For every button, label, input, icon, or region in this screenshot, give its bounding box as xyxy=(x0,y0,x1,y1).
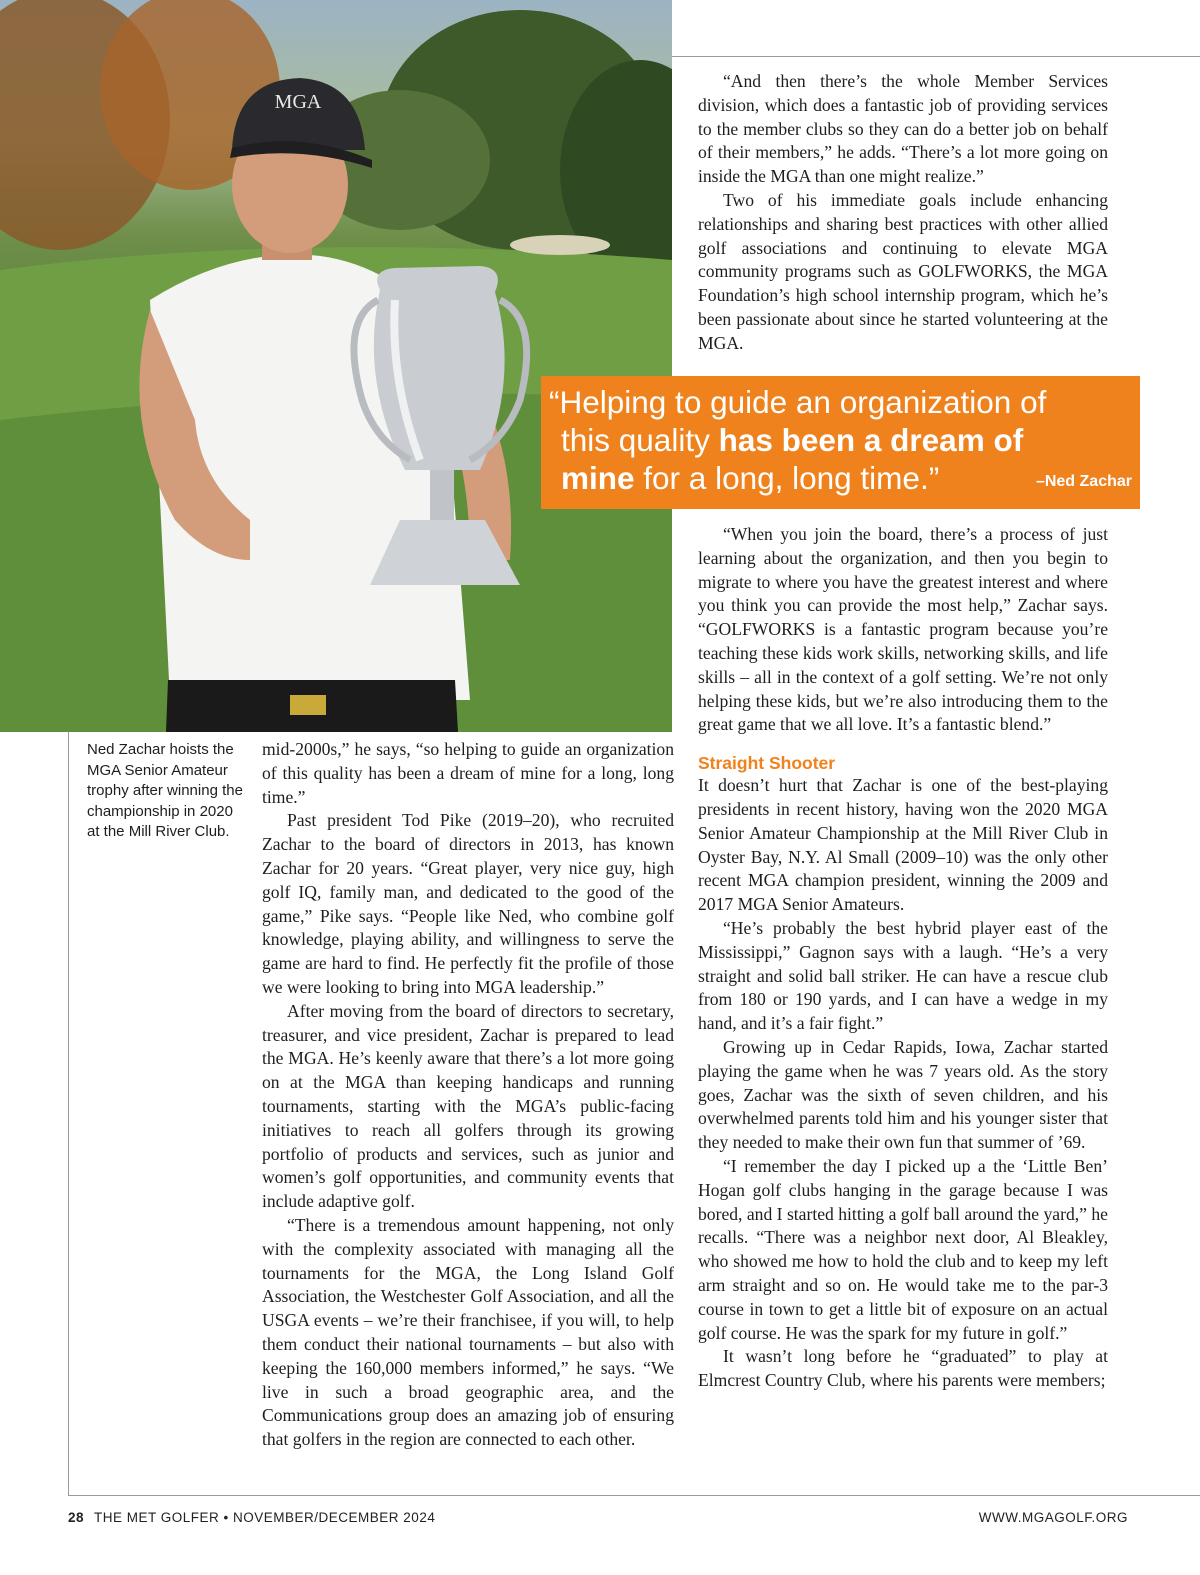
bottom-divider xyxy=(68,1495,1200,1496)
paragraph: “He’s probably the best hybrid player east of the Mississippi,” Gagnon says with a laugh. “He’s a very straight and solid ball striker. He can have a rescue club from 180 or 190 yards, and I can have a wedge in my hand, and it’s a fair fight.” xyxy=(698,917,1108,1034)
pull-quote-emphasis: has been a dream of xyxy=(718,422,1024,458)
paragraph: Two of his immediate goals include enhancing relationships and sharing best practices with other allied golf associations and continuing to elevate MGA community programs such as GOLFWORKS, the MGA Foundation’s high school internship program, which he’s been passionate about since he started volunteering at the MGA. xyxy=(698,189,1108,353)
paragraph: Past president Tod Pike (2019–20), who recruited Zachar to the board of directors in 2013, has known Zachar for 20 years. “Great player, very nice guy, high golf IQ, family man, and dedicated to the good of the game,” Pike says. “People like Ned, who combine golf knowledge, playing ability, and willingness to serve the game are hard to find. He perfectly fit the profile of those we were looking to bring into MGA leadership.” xyxy=(262,810,674,997)
photo-caption: Ned Zachar hoists the MGA Senior Amateur trophy after winning the championship in 2020 at the Mill River Club. xyxy=(87,741,243,841)
page-number: 28 xyxy=(68,1510,85,1525)
article-column-middle xyxy=(262,738,674,1452)
paragraph: Growing up in Cedar Rapids, Iowa, Zachar started playing the game when he was 7 years old. As the story goes, Zachar was the sixth of seven children, and his overwhelmed parents told him and his younger sister that they needed to make their own fun that summer of ’69. xyxy=(698,1036,1108,1153)
pull-quote-line-3 xyxy=(561,460,939,496)
pull-quote-text: this quality xyxy=(561,422,719,458)
pull-quote-emphasis: mine xyxy=(561,460,635,496)
article-column-right-bottom xyxy=(698,523,1108,1393)
paragraph: “I remember the day I picked up a the ‘Little Ben’ Hogan golf clubs hanging in the garage because I was bored, and I started hitting a golf ball around the yard,” he recalls. “There was a neighbor next door, Al Bleakley, who showed me how to hold the club and to keep my left arm straight and so on. He would take me to the par-3 course in town to get a little bit of exposure on an actual golf course. He was the spark for my future in golf.” xyxy=(698,1155,1108,1343)
publication-title: THE MET GOLFER • NOVEMBER/DECEMBER 2024 xyxy=(94,1510,436,1525)
pull-quote-line-2 xyxy=(561,422,1023,458)
footer-left xyxy=(68,1510,435,1525)
cap-logo-text: MGA xyxy=(274,91,322,113)
paragraph: It wasn’t long before he “graduated” to play at Elmcrest Country Club, where his parents were members; xyxy=(698,1346,1108,1391)
hero-photo xyxy=(0,0,672,732)
paragraph: “When you join the board, there’s a process of just learning about the organization, and then you begin to migrate to where you have the greatest interest and where you think you can provide the most help,” Zachar says. “GOLFWORKS is a fantastic program because you’re teaching these kids work skills, networking skills, and life skills – all in the context of a golf setting. We’re not only helping these kids, but we’re also introducing them to the great game that we all love. It’s a fantastic blend.” xyxy=(698,524,1108,735)
paragraph: It doesn’t hurt that Zachar is one of the best-playing presidents in recent history, having won the 2020 MGA Senior Amateur Championship at the Mill River Club in Oyster Bay, N.Y. Al Small (2009–10) was the only other recent MGA champion president, winning the 2009 and 2017 MGA Senior Amateurs. xyxy=(698,775,1108,915)
website-link[interactable]: WWW.MGAGOLF.ORG xyxy=(978,1510,1128,1525)
top-divider xyxy=(672,56,1200,57)
article-column-right-top xyxy=(698,70,1108,356)
section-subhead: Straight Shooter xyxy=(698,753,836,774)
golfer-trophy-illustration xyxy=(0,0,672,732)
pull-quote-line-1: “Helping to guide an organization of xyxy=(549,384,1047,420)
paragraph: After moving from the board of directors to secretary, treasurer, and vice president, Zachar is prepared to lead the MGA. He’s keenly aware that there’s a lot more going on at the MGA than keeping handicaps and running tournaments, starting with the MGA’s public-facing initiatives to reach all golfers through its growing portfolio of products and services, such as junior and women’s golf opportunities, and community events that include adaptive golf. xyxy=(262,1000,674,1212)
paragraph: “And then there’s the whole Member Services division, which does a fantastic job of providing services to the member clubs so they can do a better job on behalf of their members,” he adds. “There’s a lot more going on inside the MGA than one might realize.” xyxy=(698,71,1108,187)
pull-quote xyxy=(541,376,1140,509)
paragraph: “There is a tremendous amount happening, not only with the complexity associated with managing all the tournaments for the MGA, the Long Island Golf Association, the Westchester Golf Association, and all the USGA events – we’re their franchisee, if you will, to help them conduct their national tournaments – but also with keeping the 160,000 members informed,” he says. “We live in such a broad geographic area, and the Communications group does an amazing job of ensuring that golfers in the region are connected to each other. xyxy=(262,1214,674,1450)
pull-quote-attribution: –Ned Zachar xyxy=(1035,473,1132,490)
pull-quote-text: for a long, long time.” xyxy=(634,460,940,496)
paragraph: mid-2000s,” he says, “so helping to guide an organization of this quality has been a dream of mine for a long, long time.” xyxy=(262,739,674,807)
left-divider xyxy=(68,732,69,1495)
